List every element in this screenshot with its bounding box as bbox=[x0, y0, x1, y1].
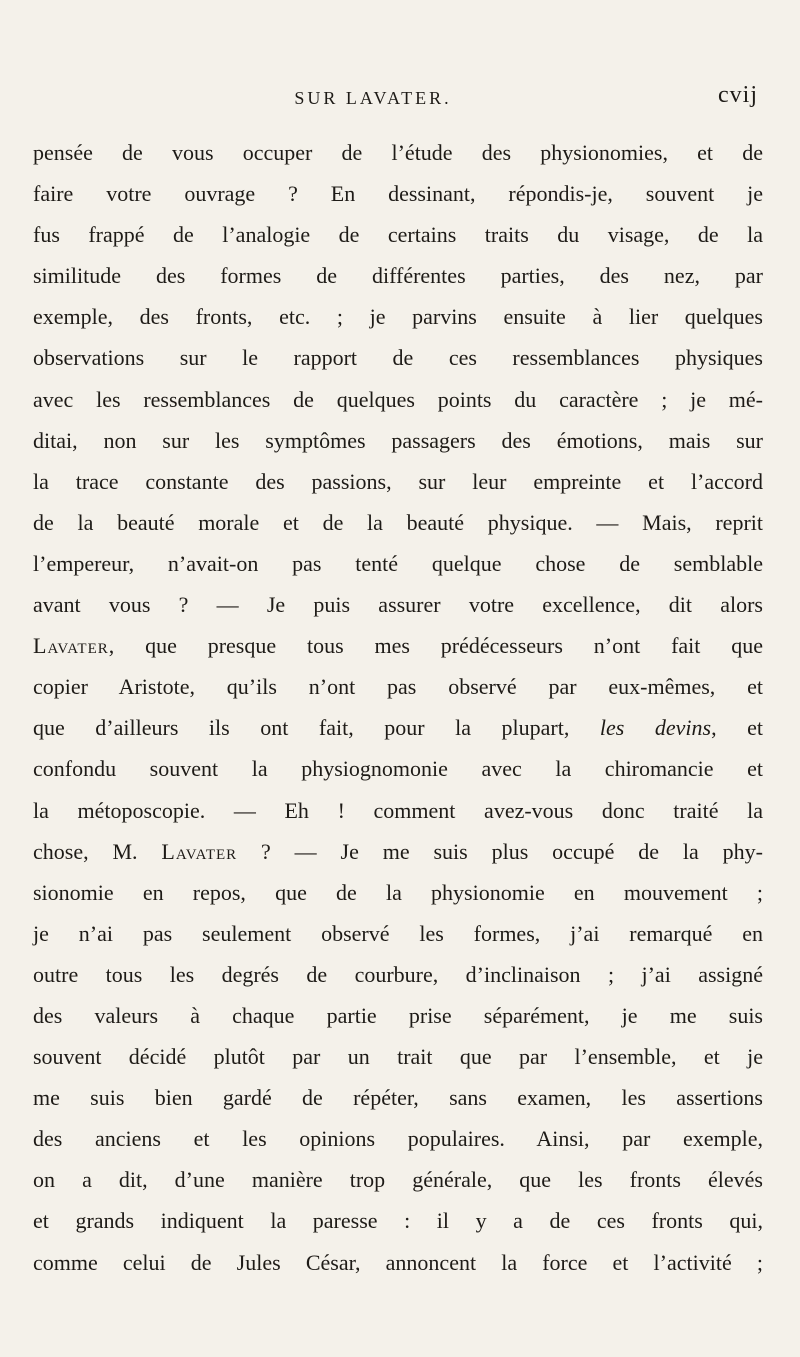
running-title: SUR LAVATER. bbox=[294, 88, 452, 108]
text-line: fus frappé de l’analogie de certains traits du visage, de la bbox=[33, 222, 763, 248]
text-line: avant vous ? — Je puis assurer votre excellence, dit alors bbox=[33, 592, 763, 618]
text-line: outre tous les degrés de courbure, d’inclinaison ; j’ai assigné bbox=[33, 961, 763, 987]
text-line: pensée de vous occuper de l’étude des physionomies, et de bbox=[33, 140, 763, 165]
page-number: cvij bbox=[718, 82, 758, 108]
text-line: confondu souvent la physiognomonie avec la chiromancie et bbox=[33, 756, 763, 782]
text-line: ditai, non sur les symptômes passagers des émotions, mais sur bbox=[33, 427, 763, 453]
text-line: des anciens et les opinions populaires. Ainsi, par exemple, bbox=[33, 1126, 763, 1152]
text-line: la trace constante des passions, sur leur empreinte et l’accord bbox=[33, 468, 763, 494]
author-name-smallcaps: Lavater bbox=[33, 633, 109, 659]
text-line: avec les ressemblances de quelques points du caractère ; je mé- bbox=[33, 386, 763, 412]
text-line: similitude des formes de différentes parties, des nez, par bbox=[33, 263, 763, 289]
body-text bbox=[33, 132, 763, 1283]
text-line: l’empereur, n’avait-on pas tenté quelque chose de semblable bbox=[33, 550, 763, 576]
text-line: comme celui de Jules César, annoncent la force et l’activité ; bbox=[33, 1249, 763, 1275]
italic-phrase: les devins bbox=[599, 715, 712, 741]
text-line: faire votre ouvrage ? En dessinant, répondis-je, souvent je bbox=[33, 181, 763, 207]
text-line: copier Aristote, qu’ils n’ont pas observé par eux-mêmes, et bbox=[33, 674, 763, 700]
text-line: on a dit, d’une manière trop générale, que les fronts élevés bbox=[33, 1167, 763, 1193]
running-head bbox=[0, 82, 800, 118]
text-line: la métoposcopie. — Eh ! comment avez-vous donc traité la bbox=[33, 797, 763, 823]
text-line: Lavater, que presque tous mes prédécesseurs n’ont fait que bbox=[33, 633, 763, 659]
text-line: de la beauté morale et de la beauté physique. — Mais, reprit bbox=[33, 509, 763, 535]
author-name-smallcaps: Lavater bbox=[161, 838, 238, 864]
text-line: exemple, des fronts, etc. ; je parvins ensuite à lier quelques bbox=[33, 304, 763, 330]
text-line: sionomie en repos, que de la physionomie en mouvement ; bbox=[33, 879, 763, 905]
text-line: chose, M. Lavater ? — Je me suis plus occupé de la phy- bbox=[33, 838, 764, 864]
text-line: des valeurs à chaque partie prise séparément, je me suis bbox=[33, 1002, 763, 1028]
text-line: souvent décidé plutôt par un trait que par l’ensemble, et je bbox=[33, 1044, 763, 1070]
text-line: et grands indiquent la paresse : il y a de ces fronts qui, bbox=[33, 1208, 763, 1234]
text-line: que d’ailleurs ils ont fait, pour la plupart, les devins, et bbox=[33, 715, 763, 741]
text-line: observations sur le rapport de ces ressemblances physiques bbox=[33, 345, 763, 371]
text-line: je n’ai pas seulement observé les formes, j’ai remarqué en bbox=[33, 920, 763, 946]
text-line: me suis bien gardé de répéter, sans examen, les assertions bbox=[33, 1085, 763, 1111]
